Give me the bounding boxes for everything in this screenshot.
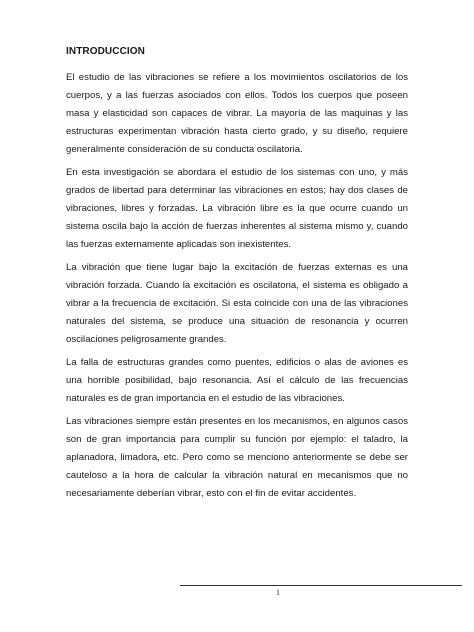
section-heading: INTRODUCCION bbox=[66, 46, 145, 57]
paragraph-4: La falla de estructuras grandes como puentes, edificios o alas de aviones es una horrible posibilidad, bajo resonancia. Así el cálculo de las frecuencias naturales es de gran importancia en el estudio de las vibraciones. bbox=[66, 357, 408, 404]
page-number: 1 bbox=[276, 588, 280, 597]
paragraph-5: Las vibraciones siempre están presentes en los mecanismos, en algunos casos son de gran importancia para cumplir su función por ejemplo: el taladro, la aplanadora, limadora, etc. Pero como se menciono anteriormente se debe ser cauteloso a la hora de calcular la vibración natural en mecanismos que no necesariamente deberían vibrar, esto con el fin de evitar accidentes. bbox=[66, 416, 408, 499]
paragraph-3: La vibración que tiene lugar bajo la excitación de fuerzas externas es una vibración forzada. Cuando la excitación es oscilatoria, el sistema es obligado a vibrar a la frecuencia de excitación. Si esta coincide con una de las vibraciones naturales del sistema, se produce una situación de resonancia y ocurren oscilaciones peligrosamente grandes. bbox=[66, 262, 408, 345]
footer-divider bbox=[180, 585, 462, 586]
document-body bbox=[66, 45, 408, 508]
paragraph-1: El estudio de las vibraciones se refiere a los movimientos oscilatorios de los cuerpos, y a las fuerzas asociados con ellos. Todos los cuerpos que poseen masa y elasticidad son capaces de vibrar. La mayoría de las maquinas y las estructuras experimentan vibración hasta cierto grado, y su diseño, requiere generalmente consideración de su conducta oscilatoria. bbox=[66, 72, 408, 155]
paragraph-2: En esta investigación se abordara el estudio de los sistemas con uno, y más grados de libertad para determinar las vibraciones en estos; hay dos clases de vibraciones, libres y forzadas. La vibración libre es la que ocurre cuando un sistema oscila bajo la acción de fuerzas inherentes al sistema mismo y, cuando las fuerzas externamente aplicadas son inexistentes. bbox=[66, 167, 408, 250]
